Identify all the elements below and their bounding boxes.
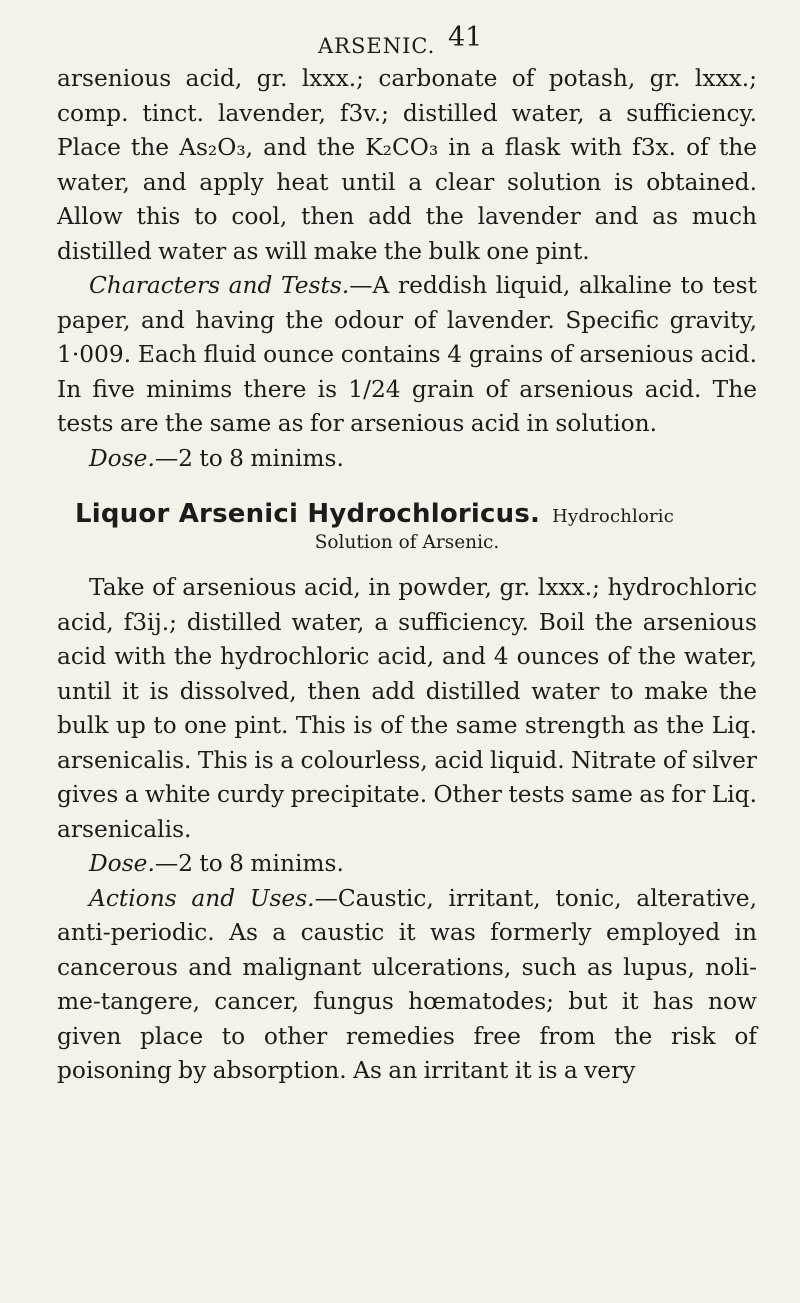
running-title: ARSENIC.	[318, 34, 436, 58]
section-title: Liquor Arsenici Hydrochloricus.	[75, 499, 541, 529]
dose-paragraph	[57, 442, 757, 477]
page-number: 41	[448, 22, 483, 53]
page-body	[57, 62, 757, 1089]
actions-text: —Caustic, irritant, tonic, alterative, anti-periodic. As a caustic it was formerly employed in cancerous and malignant ulcerations, such as lupus, noli-me-tangere, cancer, fungus hœmatodes; but it has now given place to other remedies free from the risk of poisoning by absorption. As an irritant it is a very	[57, 884, 757, 1084]
characters-lead: Characters and Tests.	[89, 272, 350, 299]
section-heading	[57, 499, 757, 529]
dose-text: —2 to 8 minims.	[154, 444, 344, 472]
section-dose-paragraph	[57, 847, 757, 882]
dose-lead: Dose.	[89, 444, 155, 472]
preparation-paragraph: arsenious acid, gr. lxxx.; carbonate of potash, gr. lxxx.; comp. tinct. lavender, f3v.; distilled water, a sufficiency. Place the As₂O₃, and the K₂CO₃ in a flask with f3x. of the water, and apply heat until a clear solution is obtained. Allow this to cool, then add the lavender and as much distilled water as will make the bulk one pint.	[57, 65, 757, 265]
section-subheading: Solution of Arsenic.	[314, 532, 500, 553]
running-head	[0, 20, 800, 60]
section-preparation-paragraph: Take of arsenious acid, in powder, gr. lxxx.; hydrochloric acid, f3ij.; distilled water, a sufficiency. Boil the arsenious acid with the hydrochloric acid, and 4 ounces of the water, until it is dissolved, then add distilled water to make the bulk up to one pint. This is of the same strength as the Liq. arsenicalis. This is a colourless, acid liquid. Nitrate of silver gives a white curdy precipitate. Other tests same as for Liq. arsenicalis.	[57, 574, 757, 843]
section-dose-lead: Dose.	[89, 850, 155, 877]
section-heading-block	[57, 499, 757, 553]
actions-paragraph	[57, 882, 757, 1089]
characters-paragraph	[57, 269, 757, 442]
actions-lead: Actions and Uses.	[89, 884, 315, 912]
section-synonym: Hydrochloric	[552, 506, 675, 527]
section-dose-text: —2 to 8 minims.	[154, 850, 344, 877]
characters-text: —A reddish liquid, alkaline to test paper, and having the odour of lavender. Specific gravity, 1·009. Each fluid ounce contains 4 grains of arsenious acid. In five minims there is 1/24 grain of arsenious acid. The tests are the same as for arsenious acid in solution.	[57, 272, 757, 437]
